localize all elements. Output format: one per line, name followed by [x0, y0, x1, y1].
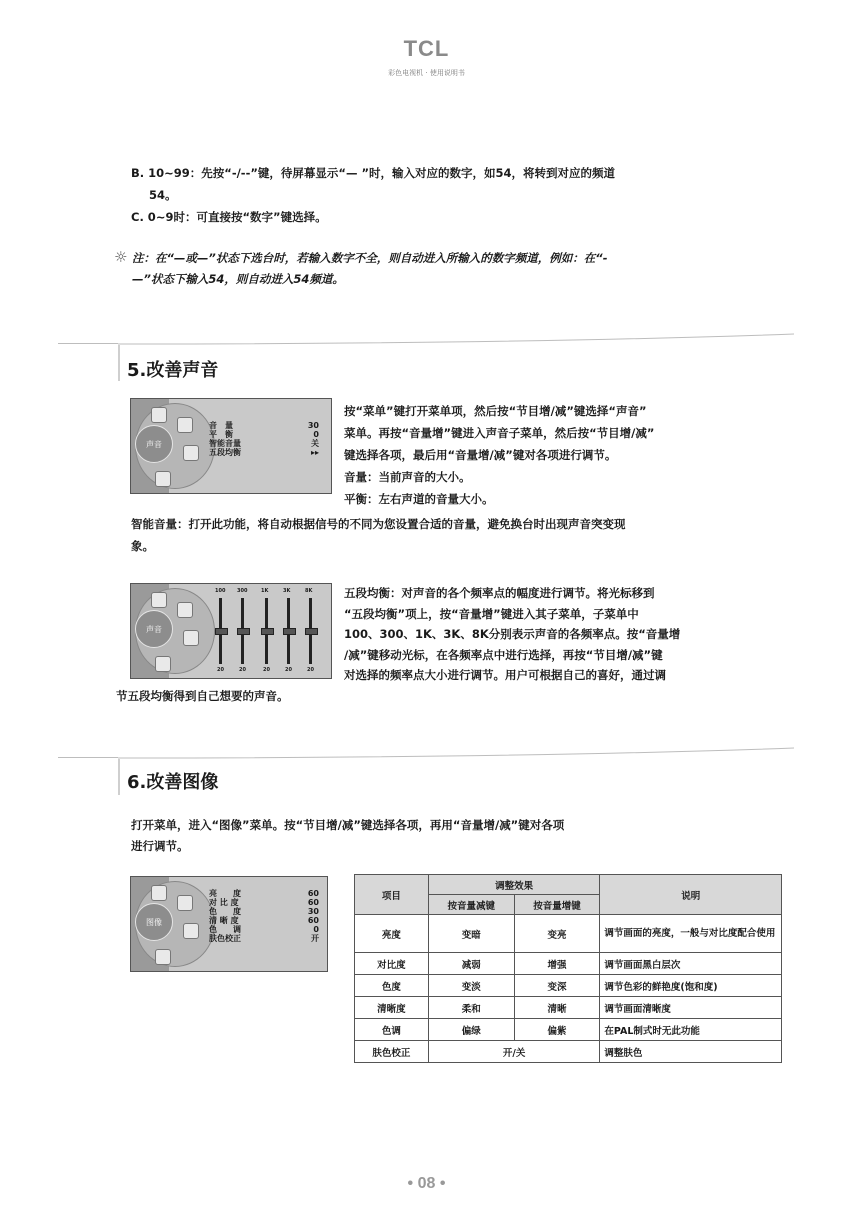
sound-text-block: 按“菜单”键打开菜单项，然后按“节目增/减”键选择“声音” 菜单。再按“音量增”键进入声音子菜单，然后按“节目增/减” 键选择各项，最后用“音量增/减”键对各项进行调节。 音量：当前声音的大小。 平衡：左右声道的音量大小。	[344, 404, 655, 506]
menu-icon-4	[155, 471, 171, 487]
equalizer-text-block: 五段均衡：对声音的各个频率点的幅度进行调节。将光标移到 “五段均衡”项上，按“音量增”键进入其子菜单，子菜单中 100、300、1K、3K、8K分别表示声音的各频率点。按“音量增 /减”键移动光标，在各频率点中进行选择，再按“节目增/减”键 对选择的频率点大小进行调节。用户可根据自己的喜好，通过调	[344, 586, 681, 682]
section6-vbar	[118, 759, 120, 795]
menu-icon-2	[177, 417, 193, 433]
table-row: 对比度 减弱 增强 调节画面黑白层次	[355, 953, 782, 975]
sun-note-icon: ☼	[114, 248, 128, 266]
osd-center-label: 声音	[135, 425, 173, 463]
eq-menu-icon-2	[177, 602, 193, 618]
table-header-desc: 说明	[600, 875, 782, 915]
table-row: 色调 偏绿 偏紫 在PAL制式时无此功能	[355, 1019, 782, 1041]
section-divider-curve	[118, 332, 795, 346]
intro-b-line1: B. 10~99：先按“-/--”键，待屏幕显示“— ”时，输入对应的数字，如54，将转到对应的频道	[131, 166, 616, 180]
note-line2: —”状态下输入54，则自动进入54频道。	[132, 272, 344, 286]
sound-menu-osd: 声音 音 量 30 平 衡 0 智能音量 关 五段均衡 ▸▸	[130, 398, 332, 494]
table-header-down: 按音量减键	[428, 895, 514, 915]
eq-knob[interactable]	[237, 628, 250, 635]
smart-volume-text: 智能音量：打开此功能，将自动根据信号的不同为您设置合适的音量，避免换台时出现声音突变现 象。	[131, 517, 626, 553]
tcl-logo: TCL	[403, 36, 450, 61]
section-vbar	[118, 345, 120, 381]
eq-knob[interactable]	[215, 628, 228, 635]
intro-b-line2: 54。	[149, 188, 177, 202]
eq-knob[interactable]	[261, 628, 274, 635]
pic-menu-icon-3	[183, 923, 199, 939]
table-row: 亮度 变暗 变亮 调节画面的亮度，一般与对比度配合使用	[355, 915, 782, 953]
note-line1: 注：在“—或—”状态下选台时，若输入数字不全，则自动进入所输入的数字频道，例如：在“-	[132, 251, 608, 265]
page-number: • 08 •	[407, 1175, 446, 1192]
menu-icon-1	[151, 407, 167, 423]
eq-menu-icon-4	[155, 656, 171, 672]
table-header-up: 按音量增键	[514, 895, 600, 915]
header-subtitle: 彩色电视机 · 使用说明书	[388, 69, 465, 77]
equalizer-text-last: 节五段均衡得到自己想要的声音。	[116, 689, 289, 703]
picture-adjust-table	[354, 874, 782, 1063]
eq-knob[interactable]	[305, 628, 318, 635]
picture-menu-osd: 图像 亮 度 60 对 比 度 60 色 度 30 清 晰 度 60 色 调 0 肤色校正 开	[130, 876, 328, 972]
menu-icon-3	[183, 445, 199, 461]
equalizer-osd: 声音 100 300 1K 3K 8K 20 20 20 20 20	[130, 583, 332, 679]
section6-title: 6.改善图像	[127, 772, 219, 793]
section5-title: 5.改善声音	[127, 360, 219, 381]
table-row: 清晰度 柔和 清晰 调节画面清晰度	[355, 997, 782, 1019]
section6-divider-curve	[118, 746, 795, 760]
eq-osd-center-label: 声音	[135, 610, 173, 648]
table-header-item: 项目	[355, 875, 429, 915]
eq-menu-icon-1	[151, 592, 167, 608]
picture-intro-text: 打开菜单，进入“图像”菜单。按“节目增/减”键选择各项，再用“音量增/减”键对各项 进行调节。	[131, 818, 565, 853]
section6-divider-left	[58, 757, 118, 758]
table-row: 色度 变淡 变深 调节色彩的鲜艳度(饱和度)	[355, 975, 782, 997]
pic-osd-center-label: 图像	[135, 903, 173, 941]
pic-menu-icon-1	[151, 885, 167, 901]
pic-menu-icon-2	[177, 895, 193, 911]
intro-c-line: C. 0~9时：可直接按“数字”键选择。	[131, 210, 327, 224]
eq-menu-icon-3	[183, 630, 199, 646]
table-row: 肤色校正 开/关 调整肤色	[355, 1041, 782, 1063]
table-header-effect: 调整效果	[428, 875, 600, 895]
pic-menu-icon-4	[155, 949, 171, 965]
eq-knob[interactable]	[283, 628, 296, 635]
section-divider-left	[58, 343, 118, 344]
